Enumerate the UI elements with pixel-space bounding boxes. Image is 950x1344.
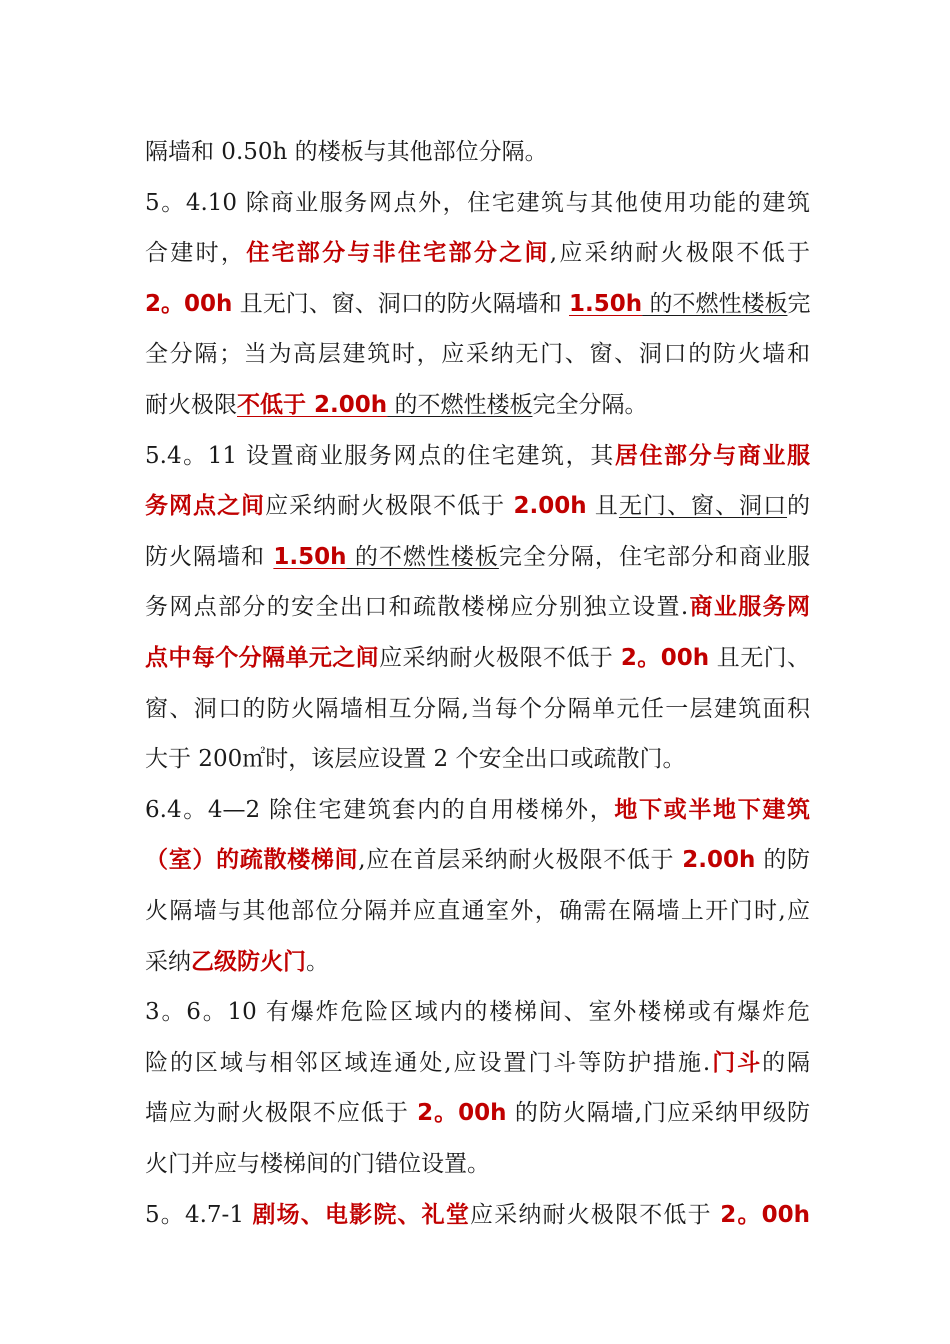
- emphasis-text: 居住部分与商业服: [614, 443, 810, 469]
- text-line: [145, 486, 810, 526]
- body-text: 应采纳耐火极限不低于: [265, 493, 514, 519]
- emphasis-text: 地下或半地下建筑: [614, 797, 810, 823]
- body-text: 的隔: [762, 1050, 810, 1076]
- emphasis-text: 1.50h: [569, 291, 643, 317]
- emphasis-text: 住宅部分与非住宅部分之间: [246, 240, 550, 266]
- body-text: 且无门、: [709, 645, 810, 671]
- body-text: 合建时，: [145, 240, 247, 266]
- body-text: 火门并应与楼梯间的门错位设置。: [145, 1151, 490, 1177]
- body-text: 采纳: [145, 949, 191, 975]
- body-text: 5.4。11 设置商业服务网点的住宅建筑，其: [145, 443, 615, 469]
- text-line: [145, 537, 810, 577]
- body-text: 的防火隔墙,门应采纳甲级防: [506, 1100, 810, 1126]
- body-text: 6.4。4—2 除住宅建筑套内的自用楼梯外，: [145, 797, 615, 823]
- text-line: [145, 334, 810, 374]
- text-line: [145, 790, 810, 830]
- emphasis-text: 乙级防火门: [191, 949, 306, 975]
- body-text: 应采纳耐火极限不低于: [379, 645, 621, 671]
- emphasis-text: 门斗: [710, 1050, 763, 1076]
- emphasis-text: （室）的疏散楼梯间: [145, 847, 359, 873]
- text-line: [145, 385, 810, 425]
- body-text: 且: [586, 493, 619, 519]
- body-text: 无门、窗、洞口: [618, 493, 788, 519]
- body-text: 3。6。10 有爆炸危险区域内的楼梯间、室外楼梯或有爆炸危: [145, 999, 810, 1025]
- emphasis-text: 商业服务网: [688, 594, 810, 620]
- body-text: 务网点部分的安全出口和疏散楼梯应分别独立设置.: [145, 594, 689, 620]
- body-text: 险的区域与相邻区域连通处,应设置门斗等防护措施.: [145, 1050, 711, 1076]
- text-line: [145, 992, 810, 1032]
- text-line: [145, 1195, 810, 1235]
- body-text: 的: [787, 493, 810, 519]
- text-line: [145, 132, 810, 172]
- body-text: 的不燃性楼板: [642, 291, 788, 317]
- emphasis-text: 2。00h: [720, 1202, 810, 1228]
- body-text: 大于 200㎡时，该层应设置 2 个安全出口或疏散门。: [145, 746, 686, 772]
- body-text: 墙应为耐火极限不应低于: [145, 1100, 418, 1126]
- body-text: 的不燃性楼板: [387, 392, 533, 418]
- body-text: 的防: [755, 847, 810, 873]
- body-text: 火隔墙与其他部位分隔并应直通室外，确需在隔墙上开门时,应: [145, 898, 810, 924]
- emphasis-text: 剧场、电影院、礼堂: [252, 1202, 471, 1228]
- emphasis-text: 务网点之间: [145, 493, 266, 519]
- text-line: [145, 587, 810, 627]
- text-line: [145, 891, 810, 931]
- text-line: [145, 233, 810, 273]
- body-text: 防火隔墙和: [145, 544, 274, 570]
- body-text: 。: [306, 949, 329, 975]
- text-line: [145, 284, 810, 324]
- emphasis-text: 2。00h: [620, 645, 710, 671]
- emphasis-text: 2。00h: [417, 1100, 507, 1126]
- text-line: [145, 1093, 810, 1133]
- text-line: [145, 638, 810, 678]
- body-text: 且无门、窗、洞口的防火隔墙和: [232, 291, 570, 317]
- text-line: [145, 739, 810, 779]
- body-text: 完: [787, 291, 810, 317]
- body-text: 的不燃性楼板: [346, 544, 499, 570]
- body-text: 5。4.7-1: [145, 1202, 253, 1228]
- body-text: 耐火极限: [145, 392, 237, 418]
- emphasis-text: 点中每个分隔单元之间: [145, 645, 380, 671]
- emphasis-text: 2.00h: [513, 493, 587, 519]
- emphasis-text: 1.50h: [273, 544, 347, 570]
- text-line: [145, 689, 810, 729]
- body-text: ,应采纳耐火极限不低于: [549, 240, 810, 266]
- text-line: [145, 436, 810, 476]
- body-text: 全分隔；当为高层建筑时，应采纳无门、窗、洞口的防火墙和: [145, 341, 810, 367]
- body-text: 窗、洞口的防火隔墙相互分隔,当每个分隔单元任一层建筑面积: [145, 696, 810, 722]
- body-text: 完全分隔。: [532, 392, 648, 418]
- body-text: 完全分隔，住宅部分和商业服: [498, 544, 810, 570]
- emphasis-text: 2.00h: [682, 847, 756, 873]
- text-line: [145, 1144, 810, 1184]
- text-line: [145, 840, 810, 880]
- text-line: [145, 183, 810, 223]
- emphasis-text: 2。00h: [145, 291, 233, 317]
- body-text: 5。4.10 除商业服务网点外，住宅建筑与其他使用功能的建筑: [145, 190, 810, 216]
- body-text: ,应在首层采纳耐火极限不低于: [358, 847, 683, 873]
- emphasis-text: 不低于 2.00h: [237, 392, 388, 418]
- text-line: [145, 942, 810, 982]
- body-text: 隔墙和 0.50h 的楼板与其他部位分隔。: [145, 139, 548, 165]
- body-text: 应采纳耐火极限不低于: [470, 1202, 721, 1228]
- text-line: [145, 1043, 810, 1083]
